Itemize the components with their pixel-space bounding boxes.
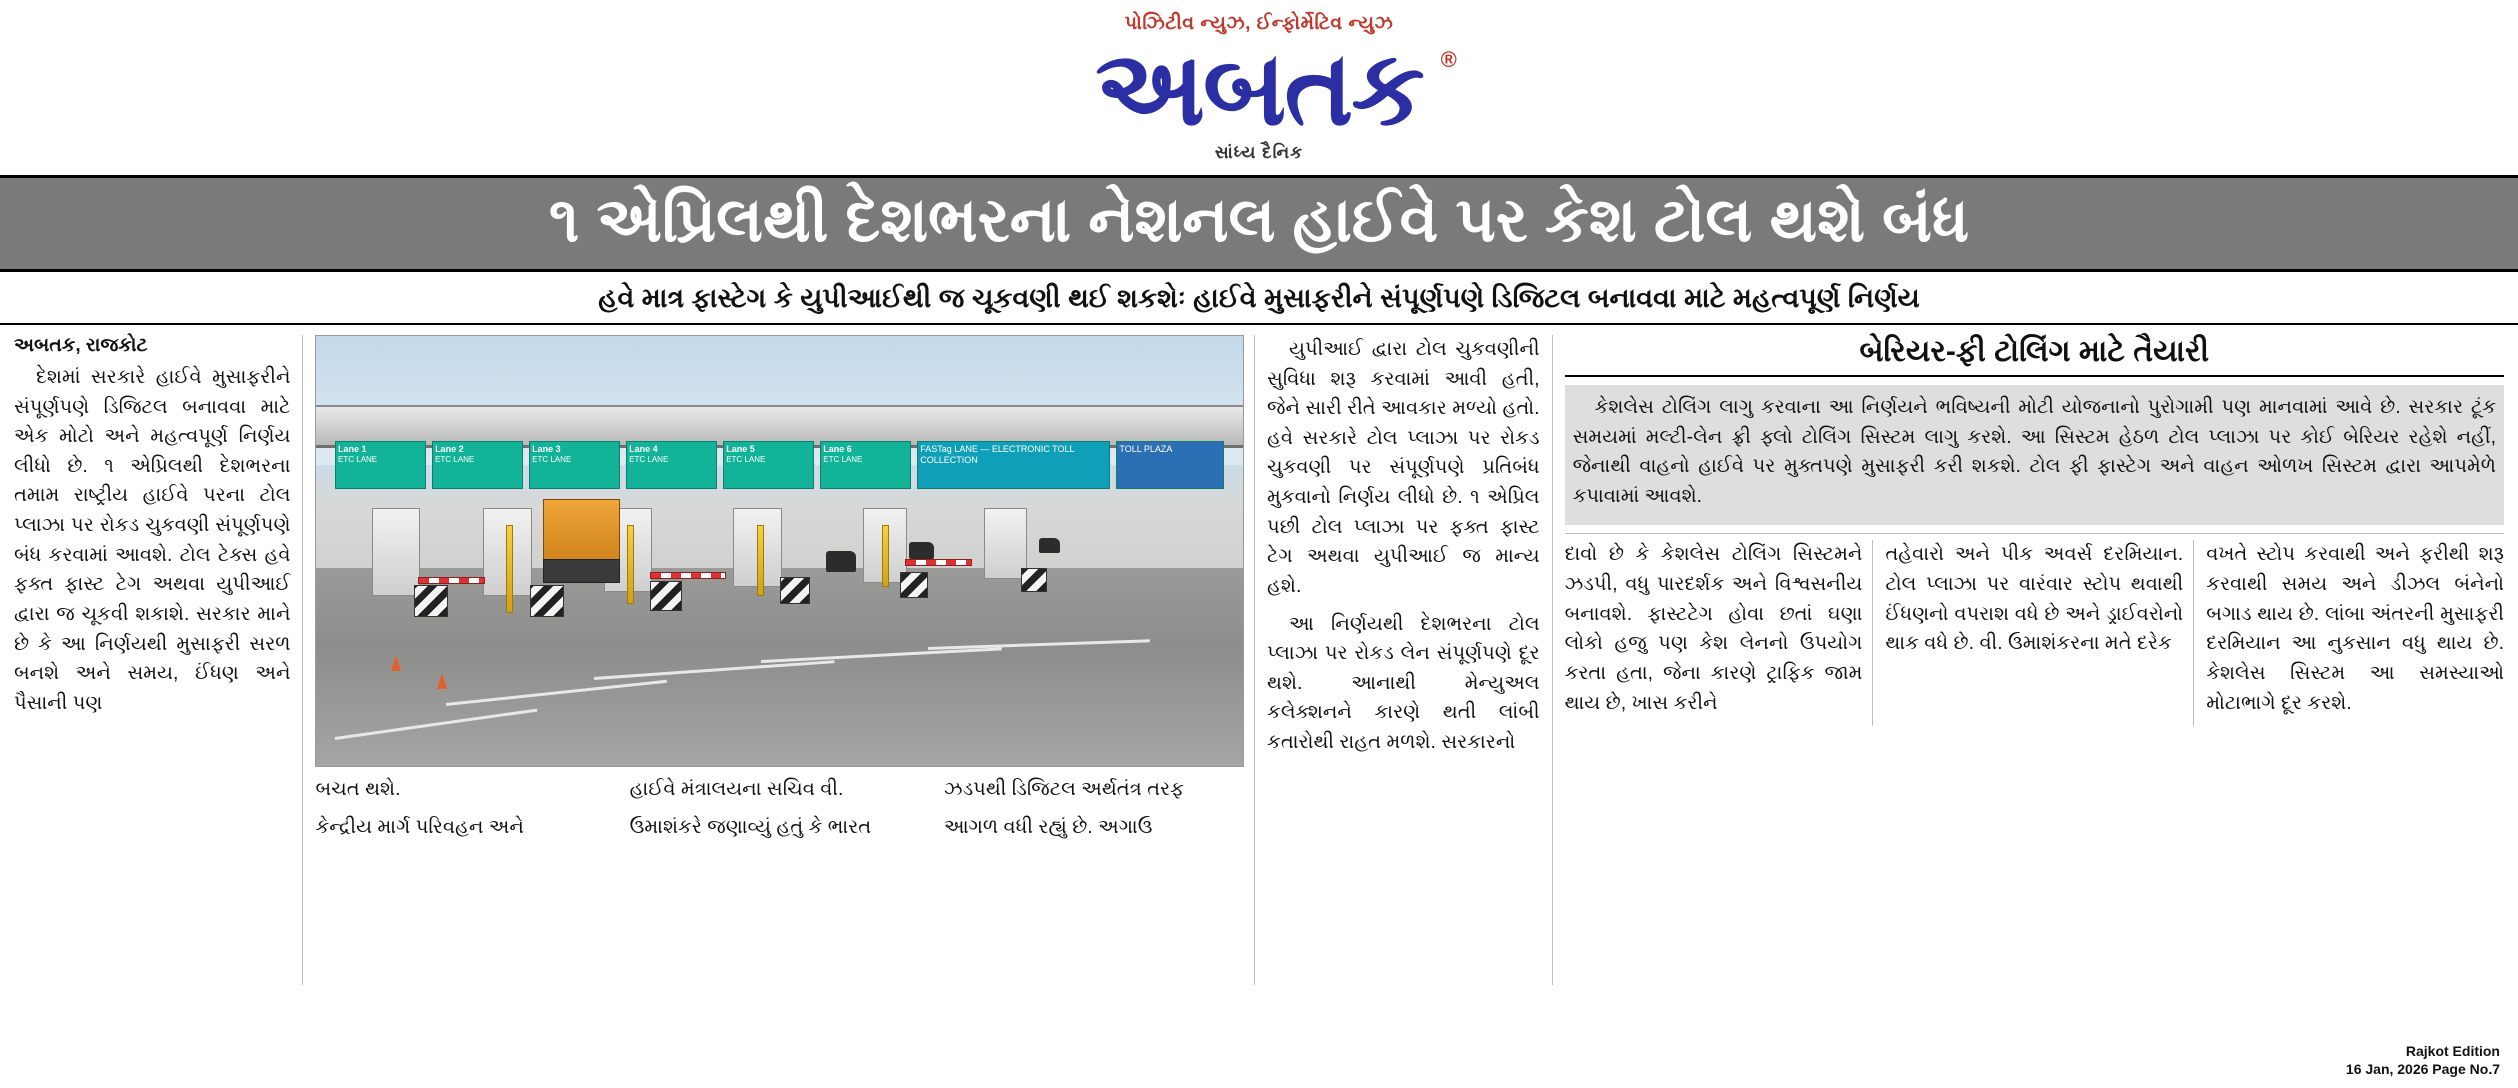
paragraph: કેન્દ્રીય માર્ગ પરિવહન અને [315,815,524,838]
main-headline: ૧ એપ્રિલથી દેશભરના નેશનલ હાઈવે પર કેશ ટોલ થશે બંધ [548,185,1970,255]
toll-plaza-photo [315,335,1244,767]
paragraph: વખતે સ્ટોપ કરવાથી અને ફરીથી શરૂ કરવાથી સમય અને ડીઝલ બંનેનો બગાડ થાય છે. લાંબા અંતરની મુસાફરી દરમિયાન આ નુકસાન વધુ થાય છે. કેશલેસ સિસ્ટમ આ સમસ્યાઓ મોટાભાગે દૂર કરશે. [2206,543,2504,714]
paragraph: આ નિર્ણયથી દેશભરના ટોલ પ્લાઝા પર રોકડ લેન સંપૂર્ણપણે દૂર થશે. આનાથી મેન્યુઅલ કલેક્શનને કારણે થતી લાંબી કતારોથી રાહત મળશે. સરકારનો [1267,612,1540,754]
caption-row [315,775,1242,850]
lane-sign [432,441,523,488]
bollard [627,525,634,604]
photo-wrap [315,335,1242,767]
sub-headline: હવે માત્ર ફાસ્ટેગ કે યુપીઆઈથી જ ચૂકવણી થઈ શકશેઃ હાઈવે મુસાફરીને સંપૂર્ણપણે ડિજિટલ બનાવવા માટે મહત્વપૂર્ણ નિર્ણય [0,272,2518,325]
masthead-subtitle: સાંધ્ય દૈનિક [1214,142,1304,162]
column-1 [14,335,303,985]
paragraph: તહેવારો અને પીક અવર્સ દરમિયાન. ટોલ પ્લાઝા પર વારંવાર સ્ટોપ થવાથી ઈંધણનો વપરાશ વધે છે અને ડ્રાઈવરોનો થાક વધે છે. વી. ઉમાશંકરના મતે દરેક [1885,543,2184,655]
sub-column-c [2206,540,2504,726]
etc-label: ETC LANE [823,454,863,464]
bollard [757,525,764,596]
photo-lane-signs [335,441,1225,488]
article-body [0,325,2518,985]
chevron-island [900,572,928,598]
lane-label: Lane 6 [823,444,852,455]
headline-band [0,175,2518,272]
masthead-tagline: પોઝિટીવ ન્યુઝ, ઈન્ફોર્મેટિવ ન્યુઝ [1124,13,1394,34]
edition-label: Rajkot Edition [2405,1042,2500,1059]
date-page-label: 16 Jan, 2026 Page No.7 [2345,1060,2500,1077]
chevron-island [530,585,564,617]
column-3 [1255,335,1553,985]
traffic-cone [437,673,447,689]
lane-sign [529,441,620,488]
lane-sign [626,441,717,488]
registered-trademark-icon: ® [1440,46,1457,72]
chevron-island [780,577,810,605]
etc-label: ETC LANE [435,454,475,464]
masthead-logo: અબતક [1095,30,1423,147]
lane-label: Lane 1 [338,444,367,455]
car [826,551,856,573]
byline: અબતક, રાજકોટ [14,334,148,356]
sub-column-a [1565,540,1874,726]
bollard [506,525,513,613]
box-headline: બેરિયર-ફી ટોલિંગ માટે તૈયારી [1565,335,2504,377]
masthead [0,0,2518,163]
car [1039,538,1059,553]
etc-label: ETC LANE [532,454,572,464]
caption-col-c [944,775,1242,850]
boom-barrier [418,577,485,584]
car [909,542,933,559]
lane-label: Lane 3 [532,444,561,455]
paragraph: યુપીઆઈ દ્વારા ટોલ ચુકવણીની સુવિધા શરૂ કરવામાં આવી હતી, જેને સારી રીતે આવકાર મળ્યો હતો. હવે સરકારે ટોલ પ્લાઝા પર રોકડ ચુકવણી પર સંપૂર્ણપણે પ્રતિબંધ મુકવાનો નિર્ણય લીધો છે. ૧ એપ્રિલ પછી ટોલ પ્લાઝા પર ફક્ત ફાસ્ટ ટેગ અથવા યુપીઆઈ જ માન્ય હશે. [1267,337,1540,597]
toll-booth [372,508,420,596]
column-photo [303,335,1255,985]
column-4-lower [1565,533,2504,726]
banner-main-sign: FASTag LANE — ELECTRONIC TOLL COLLECTION [917,441,1110,488]
column-4 [1553,335,2504,985]
paragraph: આગળ વધી રહ્યું છે. અગાઉ [943,815,1153,838]
lane-sign [820,441,911,488]
lane-sign [335,441,426,488]
traffic-cone [391,655,401,671]
etc-label: ETC LANE [629,454,669,464]
paragraph: કેશલેસ ટોલિંગ લાગુ કરવાના આ નિર્ણયને ભવિષ્યની મોટી યોજનાનો પુરોગામી પણ માનવામાં આવે છે. સરકાર ટૂંક સમયમાં મલ્ટી-લેન ફ્રી ફ્લો ટોલિંગ સિસ્ટમ લાગુ કરશે. આ સિસ્ટમ હેઠળ ટોલ પ્લાઝા પર કોઈ બેરિયર રહેશે નહીં, જેનાથી વાહનો હાઈવે પર મુક્તપણે મુસાફરી કરી શકશે. ટોલ ફી ફાસ્ટેગ અને વાહન ઓળખ સિસ્ટમ દ્વારા આપમેળે કપાવામાં આવશે. [1572,395,2496,507]
boom-barrier [905,559,972,566]
etc-label: ETC LANE [338,454,378,464]
truck-cab [543,559,619,583]
caption-col-b [630,775,928,850]
banner-side-sign: TOLL PLAZA [1116,441,1224,488]
chevron-island [650,581,682,611]
lane-label: Lane 4 [629,444,658,455]
lane-sign [723,441,814,488]
paragraph: હાઈવે મંત્રાલયના સચિવ વી. [629,777,844,800]
chevron-island [1021,568,1047,592]
highlight-box [1565,385,2504,526]
masthead-logo-wrap [1095,30,1457,147]
sub-column-b [1885,540,2194,726]
caption-col-a [315,775,613,850]
bollard [882,525,889,587]
boom-barrier [650,572,726,579]
paragraph: દેશમાં સરકારે હાઈવે મુસાફરીને સંપૂર્ણપણે ડિજિટલ બનાવવા માટે એક મોટો અને મહત્વપૂર્ણ નિર્ણય લીધો છે. ૧ એપ્રિલથી દેશભરના તમામ રાષ્ટ્રીય હાઈવે પરના ટોલ પ્લાઝા પર રોકડ ચુકવણી સંપૂર્ણપણે બંધ કરવામાં આવશે. ટોલ ટેક્સ હવે ફક્ત ફાસ્ટ ટેગ અથવા યુપીઆઈ દ્વારા જ ચૂકવી શકાશે. સરકાર માને છે કે આ નિર્ણયથી મુસાફરી સરળ બનશે અને સમય, ઈંધણ અને પૈસાની પણ [14,365,291,714]
paragraph: દાવો છે કે કેશલેસ ટોલિંગ સિસ્ટમને ઝડપી, વધુ પારદર્શક અને વિશ્વસનીય બનાવશે. ફાસ્ટટેગ હોવા છતાં ઘણા લોકો હજુ પણ કેશ લેનનો ઉપયોગ કરતા હતા, જેના કારણે ટ્રાફિક જામ થાય છે, ખાસ કરીને [1564,543,1863,714]
paragraph: ઉમાશંકરે જણાવ્યું હતું કે ભારત [629,815,872,838]
lane-label: Lane 5 [726,444,755,455]
lane-label: Lane 2 [435,444,464,455]
paragraph: ઝડપથી ડિજિટલ અર્થતંત્ર તરફ [943,777,1185,800]
footer-credit [2346,1042,2500,1078]
paragraph: બચત થશે. [315,777,401,800]
chevron-island [414,585,448,617]
etc-label: ETC LANE [726,454,766,464]
